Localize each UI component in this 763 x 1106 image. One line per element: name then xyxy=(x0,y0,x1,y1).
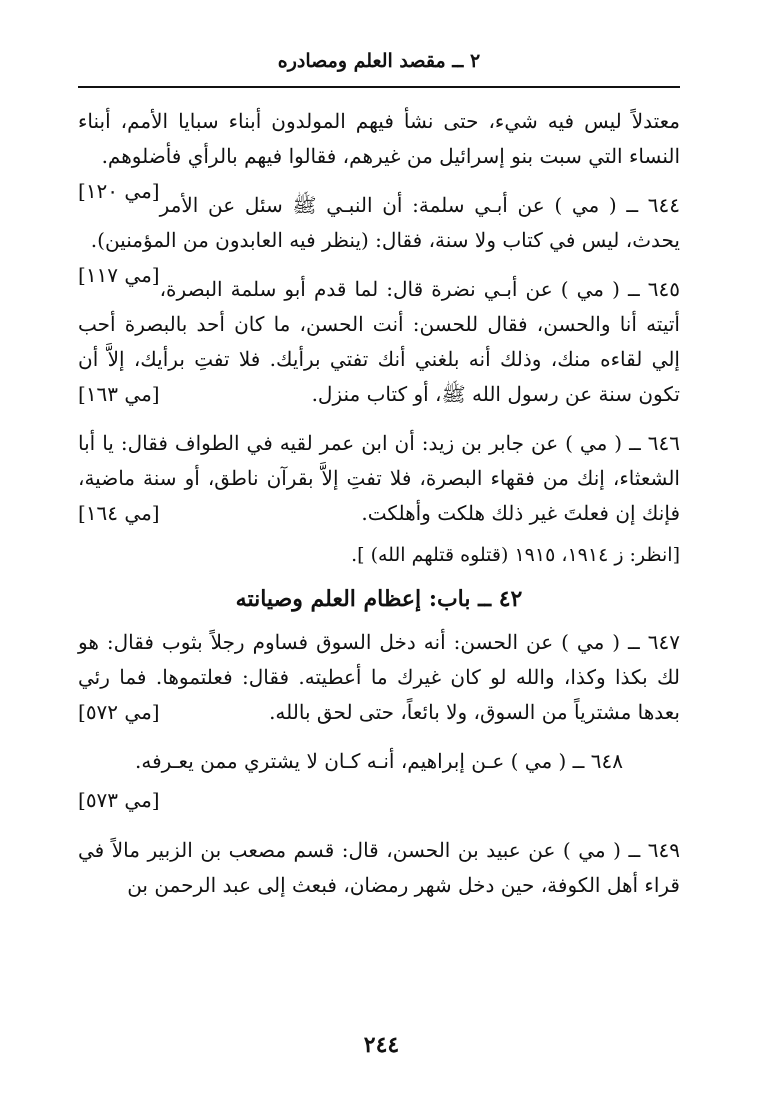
running-header: ٢ ــ مقصد العلم ومصادره xyxy=(277,50,481,72)
reference: [مي ٥٧٣] xyxy=(78,788,160,812)
reference: [مي ١١٧] xyxy=(78,263,160,287)
page-body xyxy=(78,104,680,917)
paragraph xyxy=(78,744,680,779)
reference: [مي ١٦٤] xyxy=(78,501,160,525)
paragraph xyxy=(78,104,680,203)
paragraph-text: ٦٤٦ ــ ( مي ) عن جابر بن زيد: أن ابن عمر لقيه في الطواف فقال: يا أبا الشعثاء، إنك من فقهاء البصرة، فلا تفتِ إلاَّ بقرآن ناطق، أو سنة ماضية، فإنك إن فعلتَ غير ذلك هلكت وأهلكت. xyxy=(78,431,680,525)
paragraph-text: معتدلاً ليس فيه شيء، حتى نشأ فيهم المولدون أبناء سبايا الأمم، أبناء النساء التي سبت بنو إسرائيل من غيرهم، فقالوا فيهم بالرأي فأضلوهم. xyxy=(78,109,680,168)
header-rule xyxy=(78,86,680,88)
reference: [مي ١٦٣] xyxy=(78,382,160,406)
paragraph-text: ٦٤٤ ــ ( مي ) عن أبـي سلمة: أن النبـي ﷺ سئل عن الأمر يحدث، ليس في كتاب ولا سنة، فقال: (ينظر فيه العابدون من المؤمنين). xyxy=(90,193,680,252)
paragraph xyxy=(78,426,680,531)
reference: [مي ١٢٠] xyxy=(78,179,160,203)
paragraph-text: ٦٤٨ ــ ( مي ) عـن إبراهيم، أنـه كـان لا يشتري ممن يعـرفه. xyxy=(135,749,623,773)
page-number: ٢٤٤ xyxy=(363,1032,400,1058)
section-title: ٤٢ ــ باب: إعظام العلم وصيانته xyxy=(235,586,523,612)
paragraph-text: ٦٤٥ ــ ( مي ) عن أبـي نضرة قال: لما قدم أبو سلمة البصرة، أتيته أنا والحسن، فقال للحسن: أنت الحسن، ما كان أحد بالبصرة أحب إلي لقاءه منك، وذلك أنه بلغني أنك تفتي برأيك. فلا تفتِ برأيك، إلاَّ أن تكون سنة عن رسول الله ﷺ، أو كتاب منزل. xyxy=(78,277,680,406)
paragraph xyxy=(78,625,680,730)
paragraph xyxy=(78,833,680,903)
paragraph-text: ٦٤٩ ــ ( مي ) عن عبيد بن الحسن، قال: قسم مصعب بن الزبير مالاً في قراء أهل الكوفة، حين دخل شهر رمضان، فبعث إلى عبد الرحمن بن xyxy=(78,838,680,897)
paragraph-text: ٦٤٧ ــ ( مي ) عن الحسن: أنه دخل السوق فساوم رجلاً بثوب فقال: هو لك بكذا وكذا، والله لو كان غيرك ما أعطيته. فقال: فعلتموها. فما رئي بعدها مشترياً من السوق، ولا بائعاً، حتى لحق بالله. xyxy=(78,630,680,724)
paragraph xyxy=(78,272,680,412)
reference: [مي ٥٧٢] xyxy=(78,700,160,724)
cross-reference-note: [انظر: ز ١٩١٤، ١٩١٥ (قتلوه قتلهم الله) ]. xyxy=(351,544,680,566)
paragraph xyxy=(78,188,680,287)
